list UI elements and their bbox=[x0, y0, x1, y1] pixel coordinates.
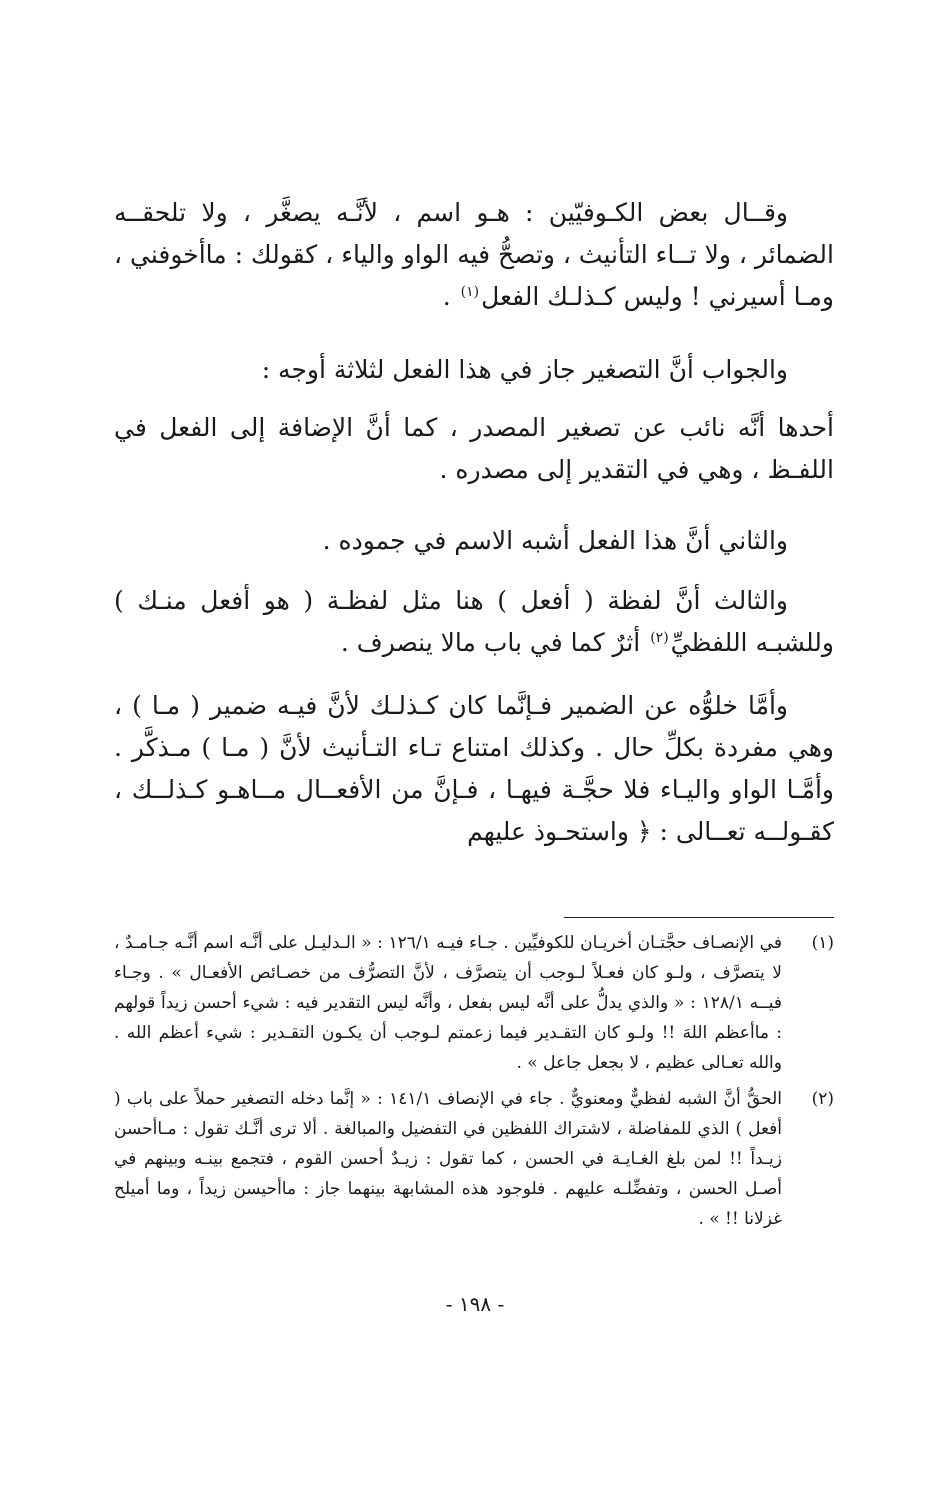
paragraph-text: أحدها أنَّه نائب عن تصغير المصدر ، كما أنَّ الإضافة إلى الفعل في اللفـظ ، وهي في التقدير إلى مصدره . bbox=[114, 413, 834, 484]
paragraph-second-reason bbox=[114, 520, 834, 562]
paragraph-end: . bbox=[442, 282, 459, 311]
footnote-number: (٢) bbox=[811, 1089, 834, 1109]
paragraph-end: أثرٌ كما في باب مالا ينصرف . bbox=[340, 628, 649, 657]
footnote-ref-2[interactable]: (٢) bbox=[650, 629, 669, 646]
paragraph-text: والجواب أنَّ التصغير جاز في هذا الفعل لثلاثة أوجه : bbox=[261, 355, 788, 384]
paragraph-pronoun bbox=[114, 685, 834, 853]
paragraph-answer bbox=[114, 349, 834, 391]
footnote-text: الحقُّ أنَّ الشبه لفظيٌّ ومعنويٌّ . جاء في الإنصاف ١٤١/١ : « إنَّما دخله التصغير حملاً على باب ( أفعل ) الذي للمفاضلة ، لاشتراك اللفظين في التفضيل والمبالغة . ألا ترى أنَّـك تقول : مـاأحسن زيـداً !! لمن بلغ الغـايـة في الحسن ، كما تقول : زيـدٌ أحسن القوم ، فتجمع بينـه وبينهم في أصـل الحسن ، وتفضِّلـه عليهم . فلوجود هذه المشابهة بينهما جاز : ماأحيسن زيداً ، وما أميلح غزلانا !! » . bbox=[114, 1089, 782, 1229]
footnote-divider bbox=[564, 917, 834, 918]
footnote-text: في الإنصـاف حجَّتـان أخريـان للكوفيِّين . جـاء فيـه ١٢٦/١ : « الـدليـل على أنَّـه اسم أنَّـه جـامـدٌ ، لا يتصرَّف ، ولـو كان فعـلاً لـوجب أن يتصرَّف ، لأنَّ التصرُّف من خصـائص الأفعـال » . وجـاء فيــه ١٢٨/١ : « والذي يدلُّ على أنَّه ليس بفعل ، وأنَّه ليس التقدير فيه : شيء أحسن زيداً قولهم : ماأعظم اللهَ !! ولـو كان التقـدير فيما زعمتم لـوجب أن يكـون التقـدير : شيء أعظم الله . والله تعـالى عظيم ، لا بجعل جاعل » . bbox=[114, 933, 782, 1073]
footnotes bbox=[114, 928, 834, 1240]
paragraph-kufan-view bbox=[114, 192, 834, 318]
footnote-2 bbox=[114, 1084, 834, 1234]
paragraph-text: وقــال بعض الكـوفيّين : هـو اسم ، لأنَّـه يصغَّر ، ولا تلحقــه الضمائر ، ولا تــاء التأنيث ، وتصحُّ فيه الواو والياء ، كقولك : ماأخوفني ، ومـا أسيرني ! وليس كـذلـك الفعل bbox=[114, 198, 834, 311]
footnote-number: (١) bbox=[811, 933, 834, 953]
paragraph-text: والثالث أنَّ لفظة ( أفعل ) هنا مثل لفظـة ( هو أفعل منـك ) وللشبـه اللفظيِّ bbox=[114, 586, 834, 657]
footnote-ref-1[interactable]: (١) bbox=[460, 283, 480, 300]
paragraph-text: والثاني أنَّ هذا الفعل أشبه الاسم في جموده . bbox=[322, 526, 788, 555]
paragraph-first-reason bbox=[114, 407, 834, 491]
page-number: - ١٩٨ - bbox=[445, 1292, 505, 1316]
footnote-1 bbox=[114, 928, 834, 1078]
paragraph-third-reason bbox=[114, 580, 834, 664]
paragraph-text: وأمَّا خلوُّه عن الضمير فـإنَّما كان كـذلـك لأنَّ فيـه ضمير ( مـا ) ، وهي مفردة بكلِّ حال . وكذلك امتناع تـاء التـأنيث لأنَّ ( مـا ) مـذكَّر . وأمَّـا الواو واليـاء فلا حجَّـة فيهـا ، فـإنَّ من الأفعــال مــاهـو كـذلــك ، كقـولــه تعــالى : ﴿ واستحـوذ عليهم bbox=[114, 691, 834, 846]
